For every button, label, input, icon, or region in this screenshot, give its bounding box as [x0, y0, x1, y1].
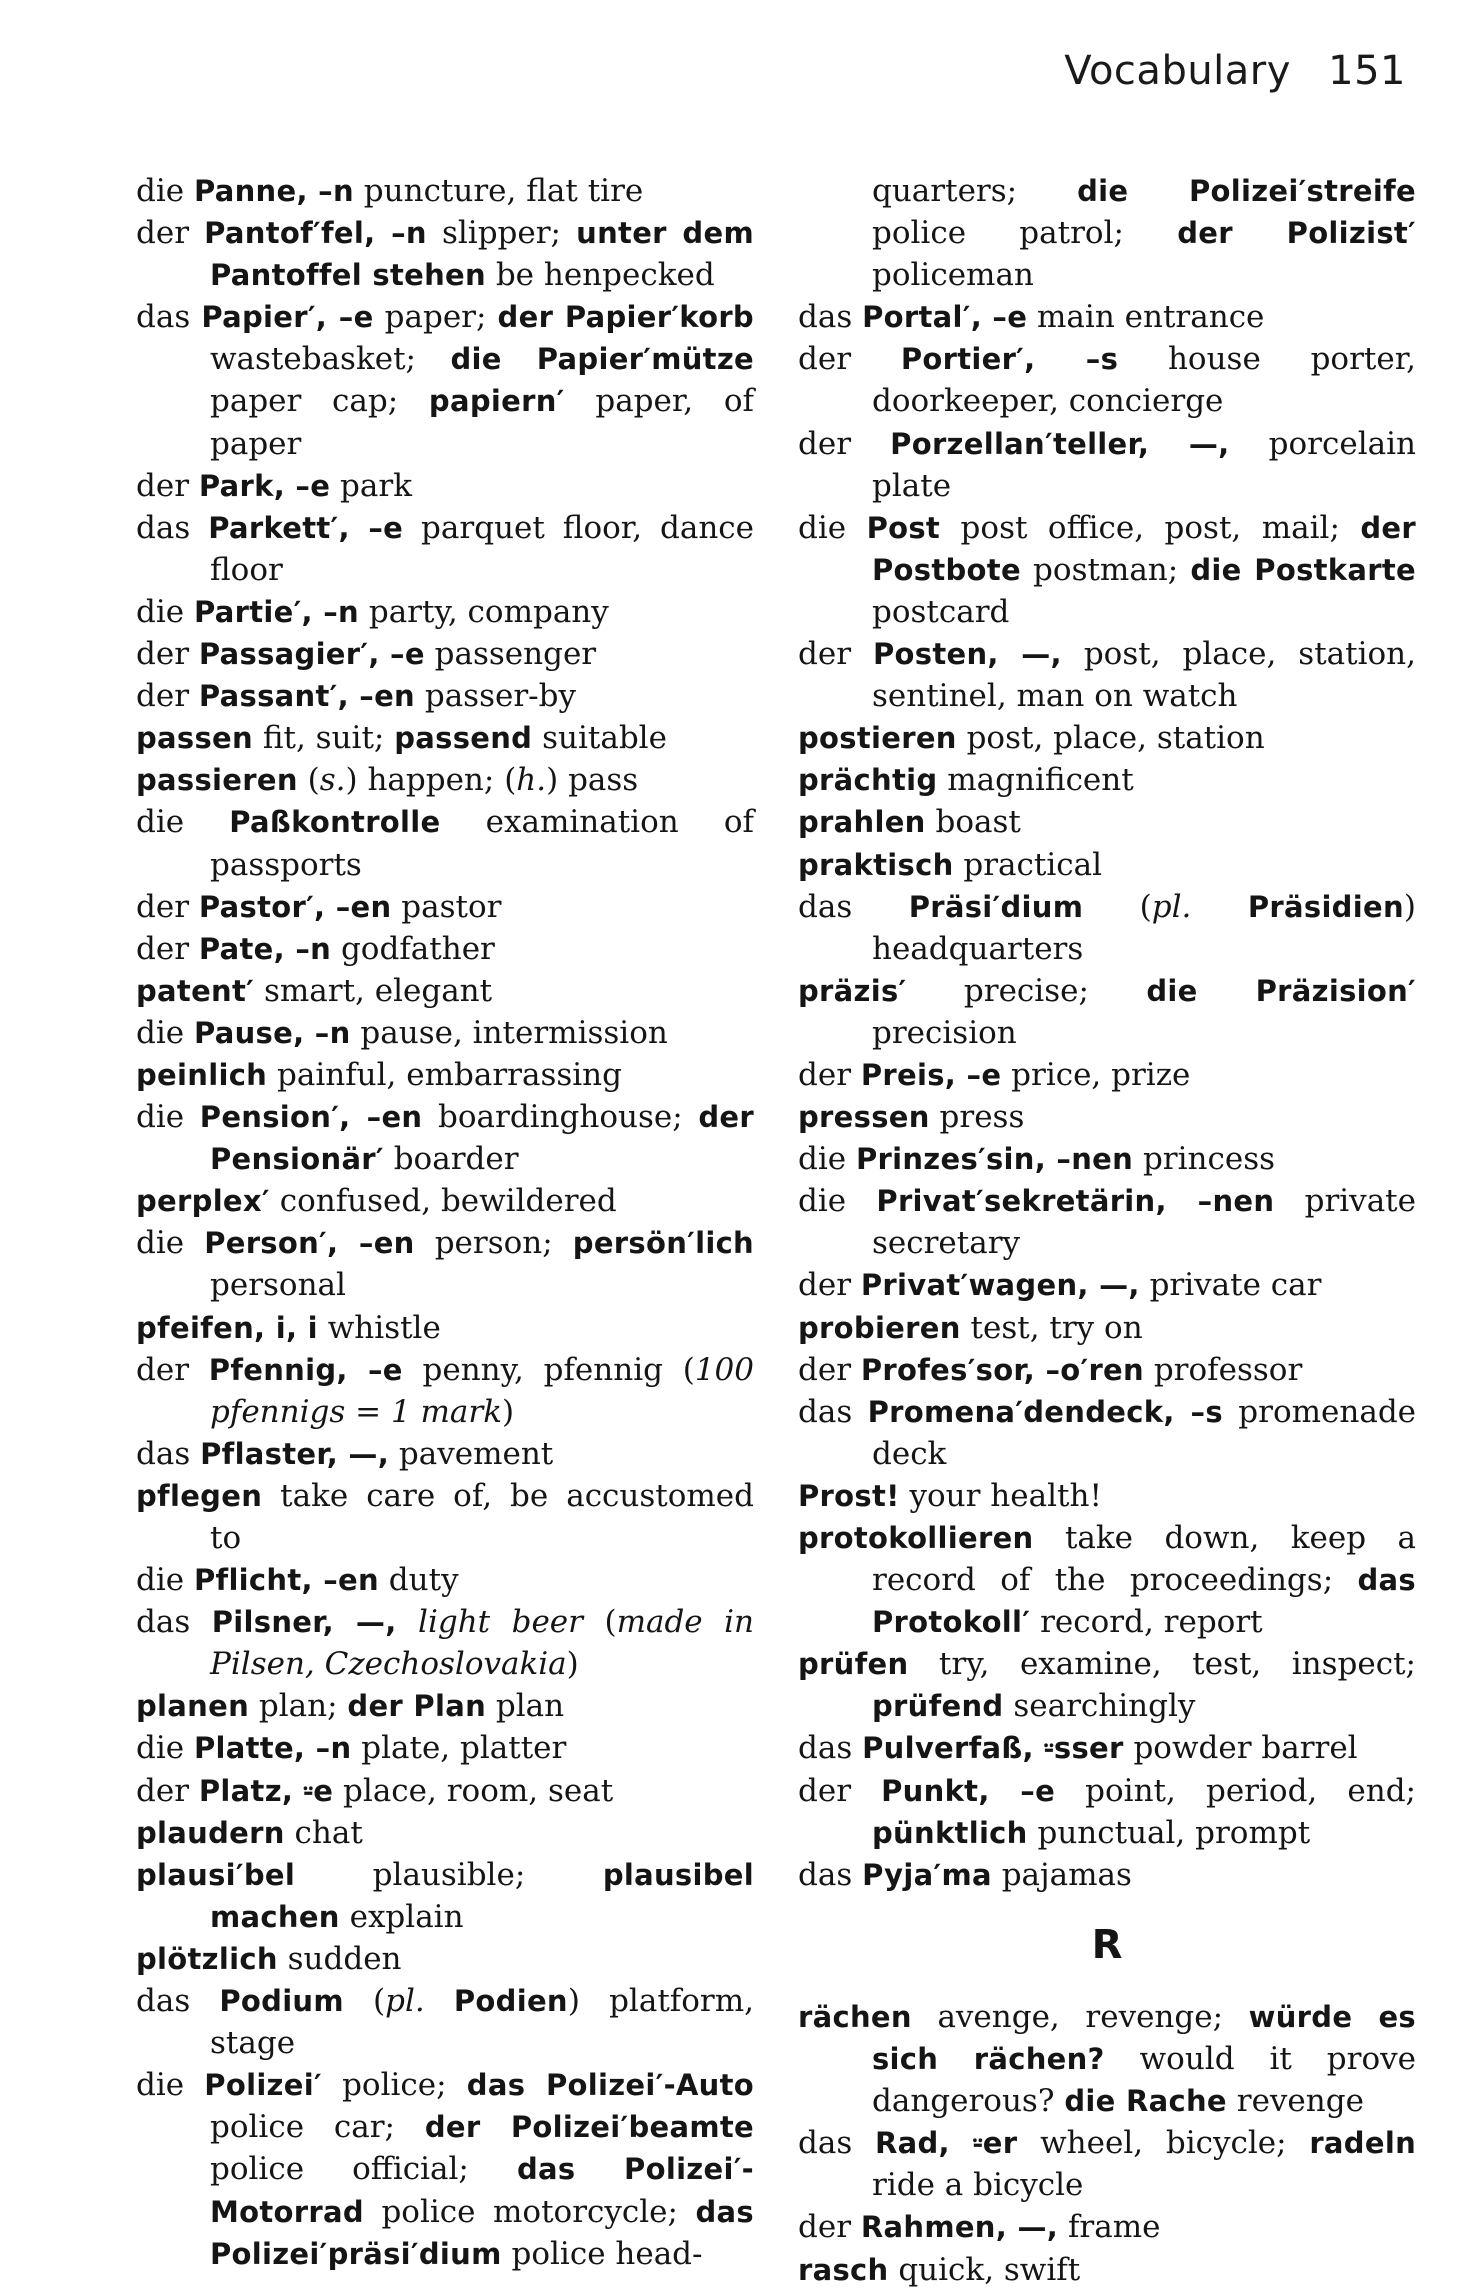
- headword: pfeifen, i, i: [136, 1310, 318, 1345]
- definition: post, place, station: [956, 720, 1265, 757]
- headword: plötzlich: [136, 1941, 278, 1976]
- article: das: [136, 1604, 212, 1641]
- headword: radeln: [1309, 2126, 1417, 2161]
- headword: pünktlich: [872, 1815, 1028, 1850]
- definition: whistle: [317, 1309, 441, 1346]
- headword: der Pensionär′: [210, 1100, 754, 1177]
- vocab-entry: [136, 1601, 754, 1685]
- article: der: [798, 1056, 861, 1093]
- vocab-entry: [136, 675, 754, 717]
- definition: smart, elegant: [254, 972, 493, 1009]
- definition: police motorcycle;: [363, 2193, 696, 2230]
- vocab-entry: [798, 633, 1416, 717]
- article: der: [798, 341, 901, 378]
- headword: Pension′, –en: [199, 1100, 423, 1135]
- article: der: [136, 930, 199, 967]
- headword: Posten, —,: [872, 637, 1062, 672]
- italic-note: made in Pilsen, Czechoslovakia: [210, 1604, 754, 1683]
- headword: Pate, –n: [198, 931, 332, 966]
- vocab-entry: [136, 507, 754, 591]
- definition: ): [566, 1646, 579, 1683]
- headword: Promena′dendeck, –s: [867, 1394, 1223, 1429]
- headword: Portier′, –s: [900, 342, 1119, 377]
- definition: record, report: [1030, 1604, 1263, 1641]
- headword: Pantof′fel, –n: [204, 216, 427, 251]
- definition: paper, of paper: [210, 383, 754, 462]
- definition: passer-by: [415, 678, 576, 715]
- vocab-entry: [798, 2249, 1416, 2291]
- vocab-entry: [136, 591, 754, 633]
- headword: probieren: [798, 1310, 961, 1345]
- definition: house porter, doorkeeper, concierge: [872, 341, 1416, 420]
- vocab-entry: [798, 1727, 1416, 1769]
- vocab-entry: [136, 801, 754, 885]
- article: das: [798, 1393, 868, 1430]
- vocab-entry: [798, 1475, 1416, 1517]
- definition: paper cap;: [210, 383, 429, 420]
- headword: der Papier′korb: [497, 300, 754, 335]
- vocab-entry: [136, 1096, 754, 1180]
- headword: perplex′: [136, 1184, 270, 1219]
- vocab-entry: [798, 1391, 1416, 1475]
- definition: your health!: [899, 1477, 1102, 1514]
- definition: main entrance: [1027, 299, 1265, 336]
- article: das: [136, 1435, 201, 1472]
- article: die: [136, 2067, 205, 2104]
- headword: Post: [866, 510, 941, 545]
- vocab-entry: [136, 212, 754, 296]
- vocab-entry: [798, 1180, 1416, 1264]
- headword: patent′: [136, 973, 255, 1008]
- definition: quick, swift: [888, 2251, 1081, 2288]
- article: die: [136, 593, 194, 630]
- definition: powder barrel: [1123, 1730, 1358, 1767]
- headword: Platte, –n: [193, 1731, 352, 1766]
- definition: professor: [1143, 1351, 1303, 1388]
- headword: prüfen: [798, 1647, 909, 1682]
- italic-note: light beer: [418, 1604, 583, 1641]
- headword: Privat′wagen, —,: [860, 1268, 1140, 1303]
- definition: private secretary: [872, 1183, 1416, 1262]
- definition: [425, 1983, 454, 2019]
- definition: police car;: [210, 2109, 425, 2146]
- headword: Park, –e: [198, 468, 331, 503]
- headword: Pause, –n: [193, 1015, 351, 1050]
- headword: Privat′sekretärin, –nen: [876, 1184, 1275, 1219]
- vocab-entry: [798, 1138, 1416, 1180]
- vocab-entry: [798, 1517, 1416, 1643]
- headword: persön′lich: [572, 1226, 755, 1261]
- definition: pajamas: [991, 1856, 1132, 1893]
- vocab-entry: [136, 759, 754, 801]
- vocab-entry: [136, 1559, 754, 1601]
- headword: Pastor′, –en: [198, 889, 392, 924]
- vocab-entry: [136, 1012, 754, 1054]
- definition: paper;: [373, 299, 498, 336]
- definition: plausible;: [295, 1856, 603, 1893]
- italic-note: pl.: [385, 1983, 425, 2020]
- headword: Porzellan′teller, —,: [890, 426, 1230, 461]
- italic-note: s.: [319, 762, 346, 799]
- definition: plan: [486, 1688, 565, 1725]
- vocab-entry: [798, 886, 1416, 970]
- definition: [1191, 889, 1247, 925]
- vocab-entry: [798, 1349, 1416, 1391]
- definition: plan;: [249, 1688, 348, 1725]
- headword: Prinzes′sin, –nen: [855, 1142, 1134, 1177]
- headword: prüfend: [872, 1689, 1004, 1724]
- article: der: [798, 425, 891, 462]
- vocab-entry: [136, 1475, 754, 1559]
- article: die: [136, 1730, 194, 1767]
- vocab-entry: [136, 633, 754, 675]
- headword: prächtig: [798, 763, 938, 798]
- article: der: [136, 1351, 209, 1388]
- headword: Portal′, –e: [862, 300, 1028, 335]
- definition: suitable: [532, 720, 667, 757]
- headword: passend: [394, 721, 533, 756]
- article: der: [798, 1267, 861, 1304]
- definition: puncture, flat tire: [353, 173, 644, 209]
- headword: Pulverfaß, ⸚sser: [862, 1731, 1124, 1766]
- definition: test, try on: [960, 1309, 1143, 1346]
- definition: duty: [378, 1562, 459, 1599]
- headword: Punkt, –e: [881, 1773, 1056, 1808]
- vocab-entry: [136, 1222, 754, 1306]
- headword: die Rache: [1064, 2084, 1227, 2119]
- article: die: [798, 509, 867, 546]
- article: der: [136, 467, 199, 504]
- headword: die Präzision′: [1146, 973, 1416, 1008]
- headword: pressen: [798, 1100, 930, 1135]
- definition: park: [330, 467, 412, 504]
- definition: post office, post, mail;: [940, 509, 1361, 546]
- definition: godfather: [331, 930, 495, 967]
- vocab-entry: [136, 1349, 754, 1433]
- vocab-entry: [798, 2206, 1416, 2248]
- vocab-entry: [136, 296, 754, 464]
- article: die: [136, 1014, 194, 1051]
- definition: (: [297, 762, 320, 799]
- definition: police;: [321, 2067, 467, 2104]
- definition: fit, suit;: [252, 720, 395, 757]
- headword: Partie′, –n: [193, 594, 359, 629]
- vocab-entry: [798, 1307, 1416, 1349]
- definition: painful, embarrassing: [267, 1056, 622, 1093]
- article: der: [136, 1772, 199, 1809]
- vocab-entry: [136, 886, 754, 928]
- vocab-entry: [136, 1854, 754, 1938]
- definition: press: [929, 1099, 1025, 1136]
- article: der: [136, 215, 205, 252]
- headword: passieren: [136, 763, 298, 798]
- headword: plausi′bel: [136, 1857, 296, 1892]
- headword: Parkett′, –e: [208, 510, 404, 545]
- definition: pastor: [391, 888, 502, 925]
- article: das: [798, 299, 863, 336]
- article: die: [136, 804, 230, 841]
- headword: Pyja′ma: [862, 1857, 992, 1892]
- article: der: [798, 1772, 882, 1809]
- headword: Polizei′: [204, 2068, 322, 2103]
- definition: revenge: [1226, 2083, 1364, 2120]
- definition: princess: [1133, 1141, 1276, 1178]
- vocab-entry: [136, 170, 754, 212]
- headword: Prost!: [798, 1478, 900, 1513]
- definition: confused, bewildered: [269, 1183, 617, 1220]
- headword: präzis′: [798, 973, 907, 1008]
- definition: precise;: [906, 972, 1147, 1009]
- headword: Rad, ⸚er: [875, 2126, 1018, 2161]
- vocab-entry: [798, 1054, 1416, 1096]
- headword: die Papier′mütze: [450, 342, 754, 377]
- vocab-entry: [798, 759, 1416, 801]
- definition: slipper;: [426, 215, 577, 252]
- definition: precision: [872, 1014, 1017, 1051]
- article: der: [798, 636, 873, 673]
- vocab-entry: [136, 928, 754, 970]
- vocab-entry: [136, 1812, 754, 1854]
- definition: ) platform, stage: [210, 1983, 754, 2062]
- vocab-entry: [136, 1770, 754, 1812]
- article: der: [136, 678, 199, 715]
- definition: post, place, station, sentinel, man on watch: [872, 636, 1417, 715]
- definition: place, room, seat: [333, 1772, 614, 1809]
- definition: passenger: [424, 636, 597, 673]
- definition: ) happen; (: [345, 762, 517, 799]
- vocab-entry: [136, 717, 754, 759]
- headword: praktisch: [798, 847, 954, 882]
- vocab-entry: [798, 801, 1416, 843]
- vocab-entry: [136, 2064, 754, 2274]
- vocab-entry: [136, 1938, 754, 1980]
- headword: Preis, –e: [860, 1057, 1002, 1092]
- vocab-entry: [798, 1996, 1416, 2122]
- vocab-entry: [798, 1264, 1416, 1306]
- vocab-entry: [136, 1433, 754, 1475]
- headword: würde es sich rächen?: [872, 1999, 1416, 2077]
- right-column: [798, 170, 1416, 2291]
- article: das: [798, 1856, 863, 1893]
- italic-note: h.: [516, 762, 547, 799]
- article: der: [136, 636, 199, 673]
- headword: peinlich: [136, 1057, 268, 1092]
- definition: party, company: [359, 593, 609, 630]
- definition: quarters;: [872, 173, 1078, 209]
- page-header: [1064, 48, 1406, 94]
- vocab-entry: [798, 170, 1416, 296]
- article: das: [798, 888, 909, 925]
- headword: plausibel machen: [210, 1857, 754, 1934]
- vocab-entry: [136, 970, 754, 1012]
- definition: boarder: [383, 1141, 519, 1178]
- definition: punctual, prompt: [1027, 1814, 1311, 1851]
- headword: Passant′, –en: [198, 679, 415, 714]
- vocab-entry: [798, 1770, 1416, 1854]
- definition: explain: [339, 1898, 464, 1935]
- headword: das Polizei′präsi′dium: [210, 2194, 754, 2271]
- vocab-entry: [136, 1980, 754, 2064]
- article: der: [798, 2209, 861, 2246]
- definition: person;: [414, 1225, 573, 1262]
- vocab-entry: [136, 1727, 754, 1769]
- headword: das Polizei′-Auto: [466, 2068, 754, 2103]
- definition: chat: [284, 1814, 363, 1851]
- article: die: [136, 1225, 205, 1262]
- headword: rächen: [798, 1999, 912, 2034]
- definition: try, examine, test, inspect;: [908, 1646, 1416, 1683]
- definition: frame: [1058, 2209, 1161, 2246]
- definition: take down, keep a record of the proceedings;: [872, 1520, 1416, 1599]
- article: die: [798, 1183, 877, 1220]
- definition: wheel, bicycle;: [1017, 2125, 1310, 2162]
- article: der: [136, 888, 199, 925]
- vocab-entry: [136, 1054, 754, 1096]
- definition: boardinghouse;: [422, 1099, 699, 1136]
- definition: postcard: [872, 593, 1010, 630]
- headword: Pflaster, —,: [200, 1436, 390, 1471]
- article: die: [136, 173, 194, 209]
- definition: boast: [925, 804, 1021, 841]
- headword: Papier′, –e: [201, 300, 374, 335]
- definition: postman;: [1020, 551, 1191, 588]
- headword: prahlen: [798, 805, 926, 840]
- headword: Podium: [219, 1984, 344, 2019]
- vocab-entry: [798, 507, 1416, 633]
- definition: searchingly: [1003, 1688, 1196, 1725]
- headword: protokollieren: [798, 1521, 1034, 1555]
- definition: police official;: [210, 2151, 517, 2188]
- headword: plaudern: [136, 1815, 285, 1850]
- section-letter: R: [1091, 1921, 1123, 1968]
- headword: Platz, ⸚e: [198, 1773, 334, 1808]
- headword: Präsidien: [1247, 889, 1404, 924]
- headword: die Polizei′streife: [1077, 174, 1416, 208]
- definition: penny, pfennig (: [402, 1351, 695, 1388]
- headword: papiern′: [428, 384, 565, 419]
- definition: ): [502, 1393, 515, 1430]
- vocab-entry: [798, 844, 1416, 886]
- definition: magnificent: [937, 762, 1134, 799]
- headword: unter dem Pantoffel stehen: [210, 216, 754, 293]
- headword: passen: [136, 721, 253, 756]
- definition: examination of passports: [210, 804, 754, 883]
- definition: [397, 1604, 418, 1640]
- article: die: [136, 1562, 194, 1599]
- vocab-entry: [798, 1643, 1416, 1727]
- headword: Profes′sor, –o′ren: [860, 1352, 1144, 1387]
- headword: Pfennig, –e: [208, 1352, 403, 1387]
- headword: Präsi′dium: [908, 889, 1084, 924]
- article: das: [798, 2125, 875, 2162]
- definition: price, prize: [1001, 1056, 1191, 1093]
- definition: porcelain plate: [872, 425, 1416, 504]
- definition: ) headquarters: [872, 888, 1417, 967]
- definition: sudden: [277, 1940, 402, 1977]
- vocab-entry: [798, 717, 1416, 759]
- vocab-entry: [798, 296, 1416, 338]
- page-number: 151: [1328, 48, 1406, 94]
- vocab-entry: [798, 1096, 1416, 1138]
- headword: pflegen: [136, 1478, 263, 1513]
- vocab-entry: [798, 2122, 1416, 2206]
- definition: point, period, end;: [1055, 1772, 1416, 1809]
- headword: postieren: [798, 721, 957, 756]
- headword: das Polizei′-Motorrad: [210, 2152, 754, 2229]
- headword: rasch: [798, 2252, 889, 2287]
- headword: Panne, –n: [193, 174, 354, 208]
- definition: ) pass: [546, 762, 639, 799]
- definition: police head-: [501, 2235, 703, 2272]
- definition: policeman: [872, 257, 1034, 294]
- definition: take care of, be accustomed to: [210, 1477, 754, 1556]
- definition: (: [343, 1983, 386, 2020]
- vocab-entry: [136, 1685, 754, 1727]
- article: das: [798, 1730, 863, 1767]
- headword: Pilsner, —,: [211, 1605, 397, 1640]
- article: das: [136, 1983, 220, 2020]
- definition: personal: [210, 1267, 346, 1304]
- definition: avenge, revenge;: [911, 1998, 1249, 2035]
- headword: der Postbote: [872, 510, 1416, 587]
- italic-note: 100 pfennigs = 1 mark: [210, 1351, 754, 1430]
- definition: private car: [1139, 1267, 1322, 1304]
- definition: would it prove dangerous?: [872, 2041, 1416, 2120]
- definition: (: [582, 1604, 617, 1641]
- headword: der Polizist′: [1177, 216, 1416, 251]
- vocab-entry: [136, 1180, 754, 1222]
- definition: ride a bicycle: [872, 2167, 1084, 2204]
- headword: Podien: [453, 1984, 568, 2019]
- article: der: [798, 1351, 861, 1388]
- headword: Passagier′, –e: [198, 637, 425, 672]
- definition: wastebasket;: [210, 341, 451, 378]
- headword: Person′, –en: [204, 1226, 415, 1261]
- definition: be henpecked: [485, 257, 715, 294]
- headword: Paßkontrolle: [229, 805, 441, 840]
- headword: Pflicht, –en: [193, 1563, 379, 1598]
- headword: das Protokoll′: [872, 1563, 1416, 1640]
- article: die: [798, 1141, 856, 1178]
- definition: (: [1083, 888, 1152, 925]
- vocab-entry: [136, 465, 754, 507]
- definition: pause, intermission: [350, 1014, 668, 1051]
- headword: der Polizei′beamte: [424, 2110, 754, 2145]
- italic-note: pl.: [1151, 888, 1192, 925]
- article: die: [136, 1099, 200, 1136]
- headword: der Plan: [347, 1689, 487, 1724]
- definition: promenade deck: [872, 1393, 1417, 1472]
- vocab-entry: [136, 1307, 754, 1349]
- headword: planen: [136, 1689, 250, 1724]
- article: das: [136, 299, 202, 336]
- definition: plate, platter: [351, 1730, 567, 1767]
- vocab-entry: [798, 338, 1416, 422]
- definition: pavement: [389, 1435, 554, 1472]
- definition: police patrol;: [872, 215, 1178, 252]
- left-column: [136, 170, 754, 2275]
- vocab-entry: [798, 1854, 1416, 1896]
- vocab-entry: [798, 970, 1416, 1054]
- headword: die Postkarte: [1190, 552, 1416, 587]
- definition: practical: [953, 846, 1103, 883]
- vocab-entry: [798, 423, 1416, 507]
- headword: Rahmen, —,: [860, 2210, 1059, 2245]
- definition: parquet floor, dance floor: [210, 509, 755, 588]
- running-head: Vocabulary: [1064, 48, 1291, 94]
- article: das: [136, 509, 209, 546]
